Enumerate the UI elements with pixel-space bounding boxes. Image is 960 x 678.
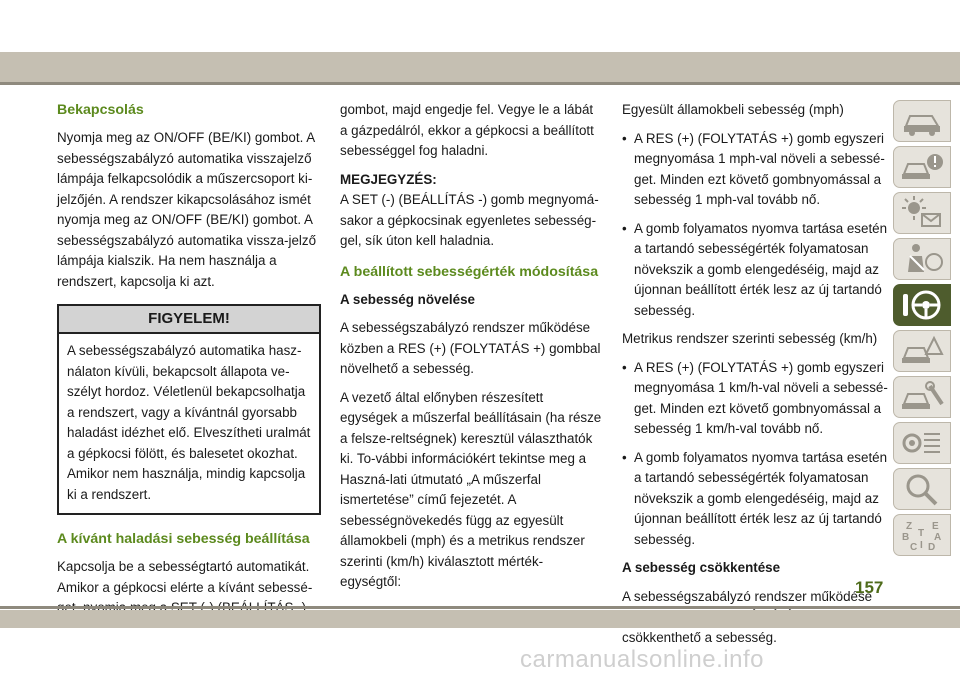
- watermark: carmanualsonline.info: [520, 646, 764, 673]
- tab-index[interactable]: [893, 514, 951, 556]
- us-speed-label: Egyesült államokbeli sebesség (mph): [622, 102, 844, 117]
- index-letter-t: T: [918, 528, 925, 539]
- warning-car-icon: [900, 150, 944, 184]
- hazard-car-icon: [900, 334, 944, 368]
- bottom-band-line: [0, 606, 960, 609]
- column-left: [57, 100, 321, 627]
- index-letter-b: B: [902, 532, 910, 543]
- bullet-metric-1: • A RES (+) (FOLYTATÁS +) gomb egyszeri megnyomása 1 km/h-val növeli a sebessé-get. Minden ezt követő gombnyomással a sebesség 1 km/h-val tovább nő.: [622, 358, 888, 440]
- tab-lights-mail[interactable]: [893, 192, 951, 234]
- page-number: 157: [855, 578, 884, 597]
- metric-speed-label: Metrikus rendszer szerinti sebesség (km/h): [622, 331, 878, 346]
- index-letters-icon: [900, 518, 944, 552]
- tab-search[interactable]: [893, 468, 951, 510]
- index-letter-e: E: [932, 521, 939, 532]
- column-middle: [340, 100, 604, 601]
- tab-car[interactable]: [893, 100, 951, 142]
- heading-kivant-sebesseg: A kívánt haladási sebesség beállítása: [57, 531, 310, 547]
- seatbelt-icon: [900, 242, 944, 276]
- index-letter-i: I: [920, 540, 923, 551]
- tab-warning-car[interactable]: [893, 146, 951, 188]
- bullet-us-1: • A RES (+) (FOLYTATÁS +) gomb egyszeri megnyomása 1 mph-val növeli a sebessé-get. Minden ezt követő gombnyomással a sebesség 1 mph-val tovább nő.: [622, 129, 888, 211]
- note-label: MEGJEGYZÉS:: [340, 171, 437, 187]
- heading-modositas: A beállított sebességérték módosítása: [340, 263, 599, 280]
- tab-wrench-car[interactable]: [893, 376, 951, 418]
- paragraph-csokkentes: A sebességszabályzó rendszer működése csökkenthető a sebesség.: [622, 588, 873, 645]
- warning-box: [57, 304, 321, 515]
- note-text: A SET (-) (BEÁLLÍTÁS -) gomb megnyomá-sakor a gépkocsinak egyenletes sebesség-gel, sík úton kell haladnia.: [340, 192, 599, 248]
- bullet-us-2: • A gomb folyamatos nyomva tartása esetén a tartandó sebességérték folyamatosan növekszik a gomb elengedéséig, majd az újonnan beállított érték lesz az új tartandó sebesség.: [622, 219, 888, 322]
- wrench-car-icon: [900, 380, 944, 414]
- paragraph-bekapcsolas: Nyomja meg az ON/OFF (BE/KI) gombot. A sebességszabályzó automatika visszajelző lámpája felkapcsolódik a műszercsoport ki-jelzőjén. A rendszer kikapcsolásához ismét nyomja meg az ON/OFF (BE/KI) gombot. A sebességszabályzó automatika vissza-jelző lámpája kialszik. Ha nem használja a rendszert, kapcsolja ki azt.: [57, 130, 317, 289]
- warning-title: FIGYELEM!: [59, 306, 319, 334]
- index-letter-d: D: [928, 542, 936, 552]
- bottom-band: [0, 610, 960, 628]
- subheading-noveles: A sebesség növelése: [340, 291, 475, 307]
- index-letter-z: Z: [906, 521, 913, 532]
- index-letter-a: A: [934, 532, 942, 543]
- paragraph-noveles: A sebességszabályzó rendszer működése közben a RES (+) (FOLYTATÁS +) gombbal növelhető a sebesség.: [340, 320, 601, 376]
- chapter-tabs: [893, 100, 953, 560]
- search-icon: [900, 472, 944, 506]
- tab-seatbelt[interactable]: [893, 238, 951, 280]
- heading-bekapcsolas: Bekapcsolás: [57, 102, 144, 118]
- bullet-metric-2: • A gomb folyamatos nyomva tartása esetén a tartandó sebességérték folyamatosan növekszik a gomb elengedéséig, majd az újonnan beállított érték lesz az új tartandó sebesség.: [622, 448, 888, 551]
- car-icon: [900, 104, 944, 138]
- index-letter-c: C: [910, 542, 918, 552]
- lights-mail-icon: [900, 196, 944, 230]
- tab-hazard-car[interactable]: [893, 330, 951, 372]
- settings-list-icon: [900, 426, 944, 460]
- paragraph-continued: gombot, majd engedje fel. Vegye le a lábát a gázpedálról, ekkor a gépkocsi a beállított sebességgel fog haladni.: [340, 102, 594, 158]
- top-band: [0, 52, 960, 82]
- column-right: [622, 100, 888, 656]
- warning-text: A sebességszabályzó automatika hasz-nálaton kívüli, bekapcsolt állapota ve-szélyt hordoz. Véletlenül bekapcsolhatja a rendszert, vagy a kívántnál gyorsabb haladást idézhet elő. Elveszítheti uralmát a gépkocsi fölött, és balesetet okozhat. Amikor nem használja, mindig kapcsolja ki a rendszert.: [67, 343, 311, 502]
- top-band-line: [0, 82, 960, 85]
- steering-wheel-icon: [900, 288, 944, 322]
- tab-settings-list[interactable]: [893, 422, 951, 464]
- subheading-csokkentes: A sebesség csökkentése: [622, 560, 781, 575]
- tab-steering-wheel[interactable]: [893, 284, 951, 326]
- paragraph-egysegek: A vezető által előnyben részesített egységek a műszerfal beállításain (ha része a felsze-reltségnek) keresztül választhatók ki. To-vábbi információkért tekintse meg a Haszná-lati útmutató „A műszerfal ismertetése” című fejezetét. A sebességnövekedés függ az egyesült államokbeli (mph) és a metrikus rendszer szerinti (km/h) kiválasztott mérték-egységtől:: [340, 389, 602, 589]
- paragraph-kivant-sebesseg: Kapcsolja be a sebességtartó automatikát. Amikor a gépkocsi elérte a kívánt sebessé-: [57, 559, 313, 595]
